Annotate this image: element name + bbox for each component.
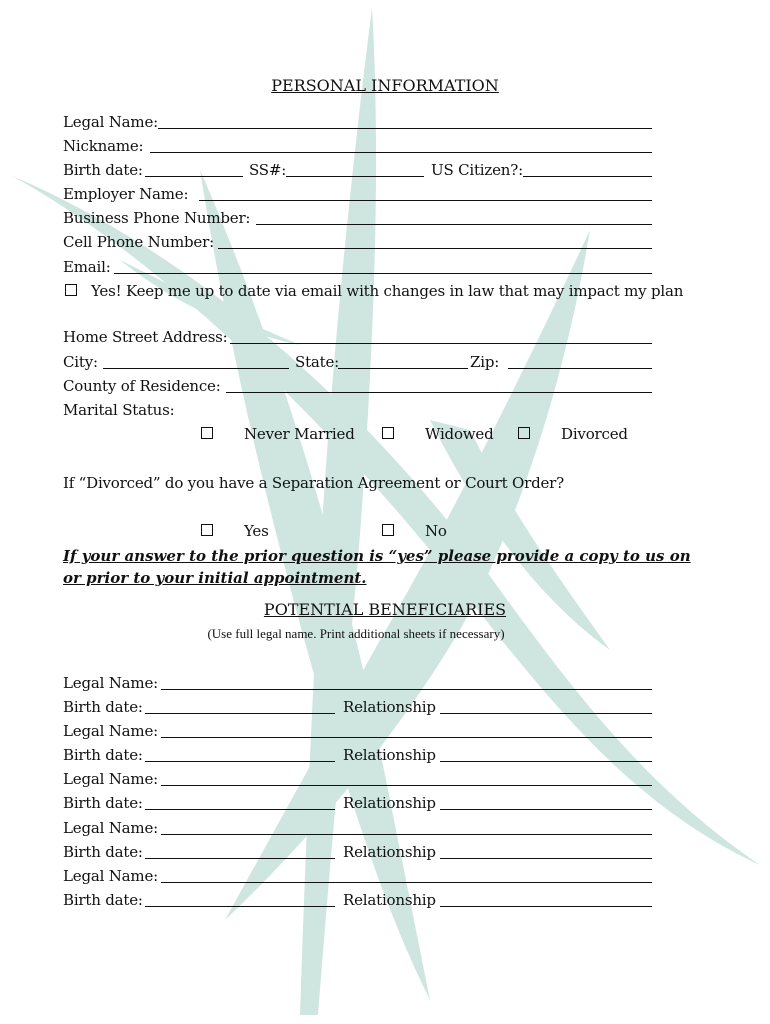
beneficiary-2-birth-date-field[interactable] xyxy=(145,761,335,762)
email-opt-in-checkbox[interactable] xyxy=(65,284,77,296)
beneficiary-1-legal-name-label: Legal Name: xyxy=(63,674,158,692)
birth-date-field[interactable] xyxy=(145,176,243,177)
email-field[interactable] xyxy=(114,273,652,274)
divorce-no-checkbox[interactable] xyxy=(382,524,394,536)
beneficiary-4-relationship-field[interactable] xyxy=(440,858,652,859)
legal-name-label: Legal Name: xyxy=(63,113,158,131)
beneficiary-5-relationship-field[interactable] xyxy=(440,906,652,907)
beneficiary-1-birth-date-label: Birth date: xyxy=(63,698,143,716)
beneficiary-3-relationship-label: Relationship xyxy=(343,794,436,812)
beneficiary-4-legal-name-field[interactable] xyxy=(161,834,652,835)
never-married-label: Never Married xyxy=(244,425,355,443)
page-title: PERSONAL INFORMATION xyxy=(271,76,499,95)
state-field[interactable] xyxy=(338,368,468,369)
beneficiary-3-birth-date-field[interactable] xyxy=(145,809,335,810)
marital-status-label: Marital Status: xyxy=(63,401,175,419)
beneficiary-2-relationship-field[interactable] xyxy=(440,761,652,762)
divorced-checkbox[interactable] xyxy=(518,427,530,439)
divorce-copy-note: If your answer to the prior question is “yes” please provide a copy to us on or prior to your initial appointment. xyxy=(63,547,691,587)
beneficiary-3-legal-name-field[interactable] xyxy=(161,785,652,786)
beneficiaries-title: POTENTIAL BENEFICIARIES xyxy=(263,600,507,619)
divorce-question: If “Divorced” do you have a Separation Agreement or Court Order? xyxy=(63,474,564,492)
divorce-no-label: No xyxy=(425,522,447,540)
us-citizen-label: US Citizen?: xyxy=(431,161,523,179)
beneficiary-5-relationship-label: Relationship xyxy=(343,891,436,909)
business-phone-field[interactable] xyxy=(256,224,652,225)
widowed-label: Widowed xyxy=(425,425,494,443)
beneficiary-5-legal-name-field[interactable] xyxy=(161,882,652,883)
beneficiary-3-legal-name-label: Legal Name: xyxy=(63,770,158,788)
beneficiary-2-relationship-label: Relationship xyxy=(343,746,436,764)
divorce-yes-checkbox[interactable] xyxy=(201,524,213,536)
beneficiary-3-relationship-field[interactable] xyxy=(440,809,652,810)
beneficiary-1-birth-date-field[interactable] xyxy=(145,713,335,714)
home-street-field[interactable] xyxy=(230,343,652,344)
zip-label: Zip: xyxy=(470,353,500,371)
beneficiary-2-birth-date-label: Birth date: xyxy=(63,746,143,764)
beneficiary-5-birth-date-label: Birth date: xyxy=(63,891,143,909)
nickname-label: Nickname: xyxy=(63,137,144,155)
city-field[interactable] xyxy=(103,368,289,369)
cell-phone-label: Cell Phone Number: xyxy=(63,233,214,251)
business-phone-label: Business Phone Number: xyxy=(63,209,251,227)
county-field[interactable] xyxy=(226,392,652,393)
beneficiary-4-birth-date-field[interactable] xyxy=(145,858,335,859)
birth-date-label: Birth date: xyxy=(63,161,143,179)
ss-field[interactable] xyxy=(286,176,424,177)
beneficiary-1-legal-name-field[interactable] xyxy=(161,689,652,690)
nickname-field[interactable] xyxy=(150,152,652,153)
city-label: City: xyxy=(63,353,98,371)
us-citizen-field[interactable] xyxy=(523,176,652,177)
beneficiary-2-legal-name-label: Legal Name: xyxy=(63,722,158,740)
employer-field[interactable] xyxy=(199,200,652,201)
beneficiary-4-relationship-label: Relationship xyxy=(343,843,436,861)
beneficiaries-subtitle: (Use full legal name. Print additional sheets if necessary) xyxy=(207,626,505,641)
beneficiary-2-legal-name-field[interactable] xyxy=(161,737,652,738)
county-label: County of Residence: xyxy=(63,377,221,395)
beneficiary-5-legal-name-label: Legal Name: xyxy=(63,867,158,885)
legal-name-field[interactable] xyxy=(158,128,652,129)
zip-field[interactable] xyxy=(508,368,652,369)
ss-label: SS#: xyxy=(249,161,287,179)
home-street-label: Home Street Address: xyxy=(63,328,228,346)
beneficiary-4-legal-name-label: Legal Name: xyxy=(63,819,158,837)
email-opt-in-label: Yes! Keep me up to date via email with changes in law that may impact my plan xyxy=(91,282,684,300)
widowed-checkbox[interactable] xyxy=(382,427,394,439)
never-married-checkbox[interactable] xyxy=(201,427,213,439)
beneficiary-1-relationship-field[interactable] xyxy=(440,713,652,714)
cell-phone-field[interactable] xyxy=(218,248,652,249)
beneficiary-5-birth-date-field[interactable] xyxy=(145,906,335,907)
divorced-label: Divorced xyxy=(561,425,628,443)
beneficiary-1-relationship-label: Relationship xyxy=(343,698,436,716)
email-label: Email: xyxy=(63,258,111,276)
employer-label: Employer Name: xyxy=(63,185,189,203)
state-label: State: xyxy=(295,353,340,371)
divorce-yes-label: Yes xyxy=(244,522,269,540)
beneficiary-4-birth-date-label: Birth date: xyxy=(63,843,143,861)
beneficiary-3-birth-date-label: Birth date: xyxy=(63,794,143,812)
